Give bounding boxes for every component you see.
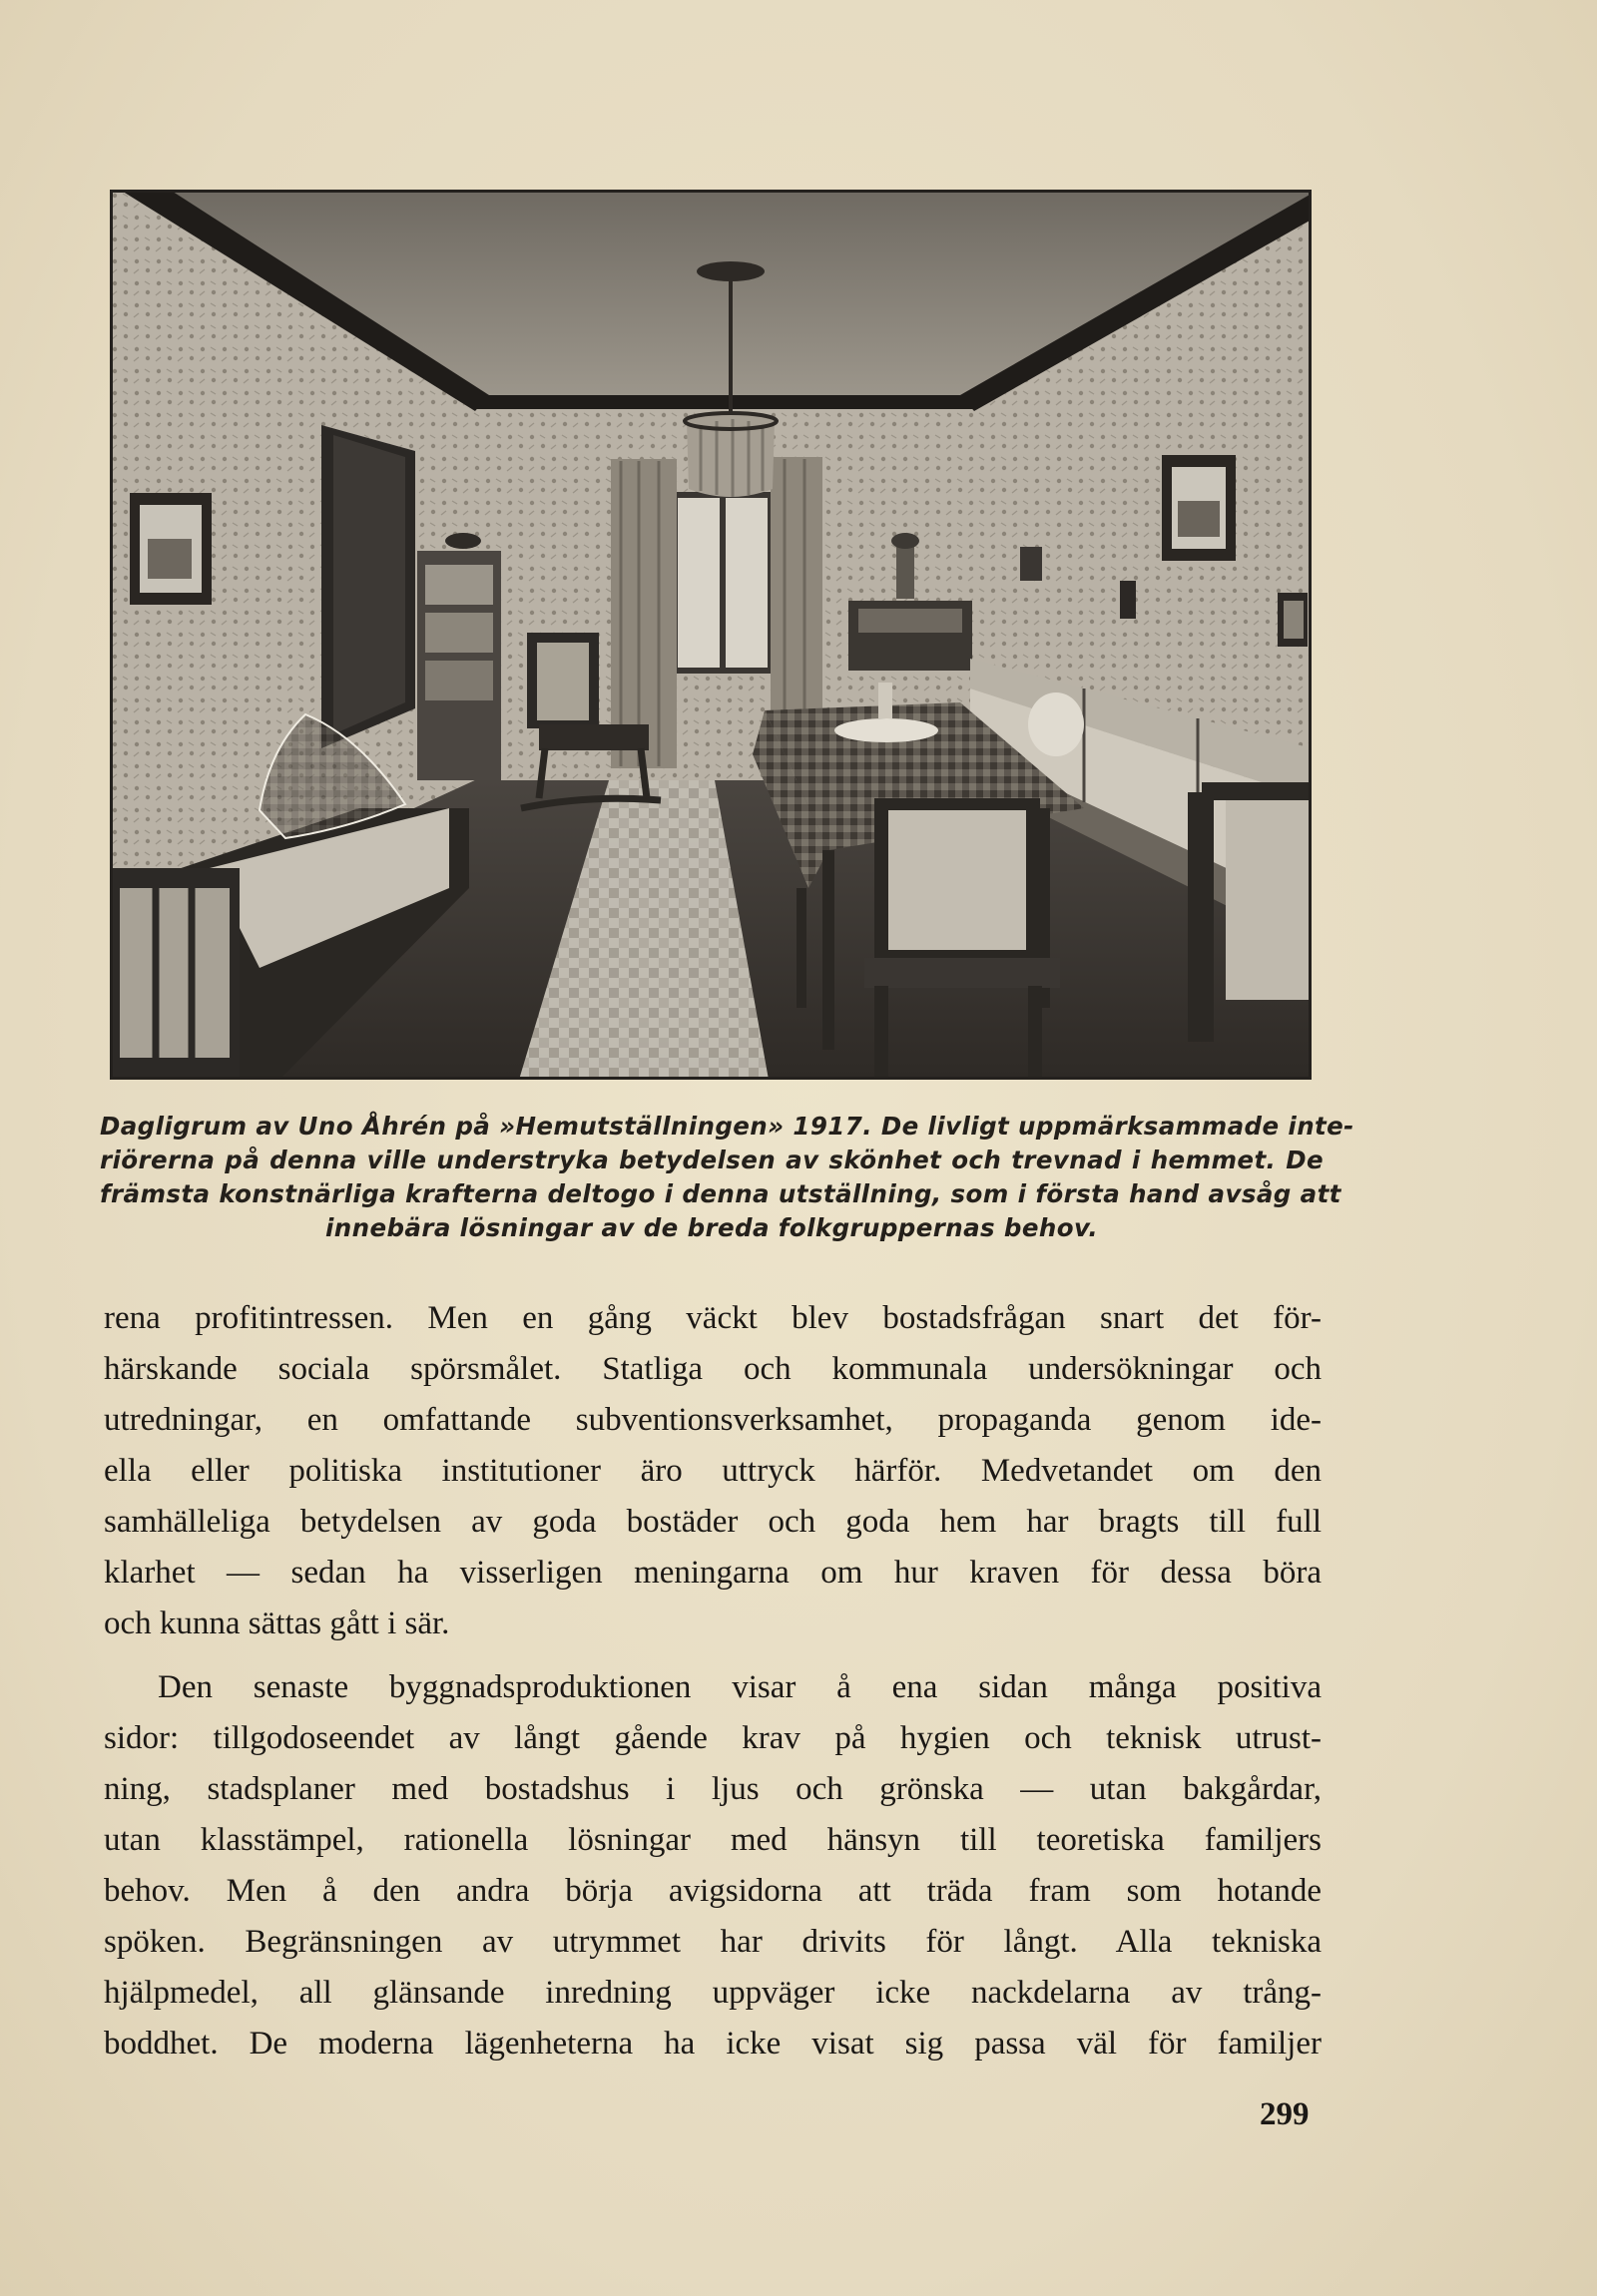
photo-caption [100, 1110, 1354, 1245]
text-line: sidor: tillgodoseendet av långt gående krav på hygien och teknisk utrust- [104, 1720, 1322, 1756]
text-line: utredningar, en omfattande subventionsverksamhet, propaganda genom ide- [104, 1402, 1322, 1438]
text-line: utan klasstämpel, rationella lösningar med hänsyn till teoretiska familjers [104, 1822, 1322, 1858]
text-line: Den senaste byggnadsproduktionen visar å ena sidan många positiva [158, 1669, 1322, 1705]
caption-line: riörerna på denna ville understryka betydelsen av skönhet och trevnad i hemmet. De [100, 1146, 1324, 1174]
text-line: rena profitintressen. Men en gång väckt blev bostadsfrågan snart det för- [104, 1300, 1322, 1336]
text-line: behov. Men å den andra börja avigsidorna att träda fram som hotande [104, 1873, 1322, 1909]
text-line: och kunna sättas gått i sär. [104, 1606, 450, 1641]
caption-line: innebära lösningar av de breda folkgruppernas behov. [324, 1213, 1099, 1242]
text-line: ella eller politiska institutioner äro uttryck härför. Medvetandet om den [104, 1453, 1322, 1489]
body-paragraph-1 [104, 1293, 1322, 1649]
text-line: boddhet. De moderna lägenheterna ha icke visat sig passa väl för familjer [104, 2026, 1322, 2062]
text-line: hjälpmedel, all glänsande inredning uppväger icke nackdelarna av trång- [104, 1975, 1322, 2011]
text-line: ning, stadsplaner med bostadshus i ljus och grönska — utan bakgårdar, [104, 1771, 1322, 1807]
body-paragraph-2 [104, 1662, 1322, 2069]
caption-line: Dagligrum av Uno Åhrén på »Hemutställningen» 1917. De livligt uppmärksammade inte- [100, 1112, 1354, 1141]
page-number: 299 [1260, 2096, 1310, 2132]
text-line: härskande sociala spörsmålet. Statliga och kommunala undersökningar och [104, 1351, 1322, 1387]
text-line: spöken. Begränsningen av utrymmet har drivits för långt. Alla tekniska [104, 1924, 1322, 1960]
interior-photograph [110, 190, 1312, 1080]
caption-line: främsta konstnärliga krafterna deltogo i denna utställning, som i första hand avsåg att [100, 1179, 1341, 1208]
text-line: klarhet — sedan ha visserligen meningarna om hur kraven för dessa böra [104, 1555, 1322, 1591]
interior-photo-drawing [110, 190, 1312, 1080]
text-line: samhälleliga betydelsen av goda bostäder och goda hem har bragts till full [104, 1504, 1322, 1540]
